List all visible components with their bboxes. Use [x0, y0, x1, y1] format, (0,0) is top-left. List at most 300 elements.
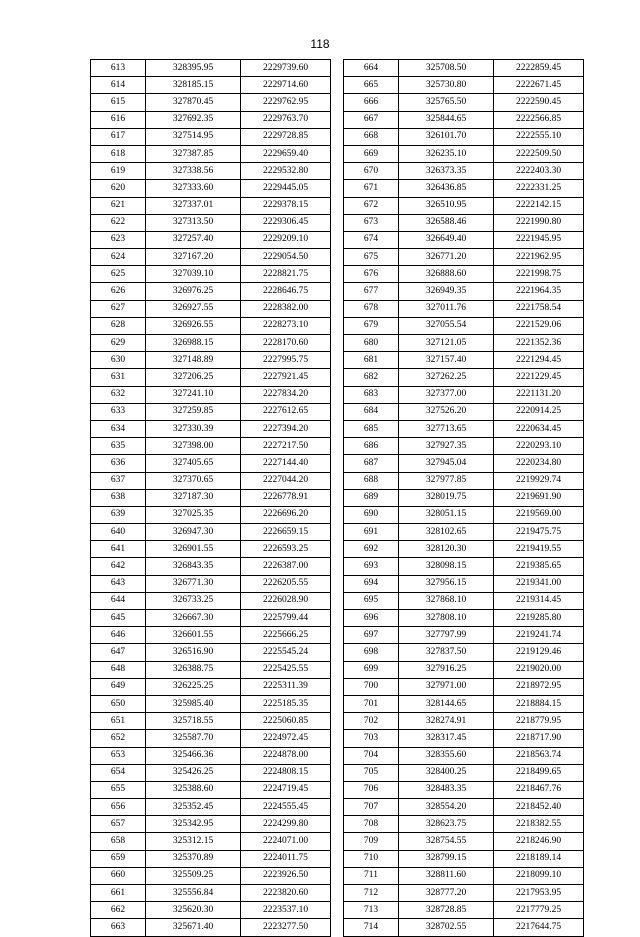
y-coordinate-cell: 2228170.60 — [241, 335, 331, 352]
x-coordinate-cell: 326101.70 — [399, 128, 494, 145]
table-row — [91, 300, 331, 317]
point-number-cell: 660 — [91, 867, 146, 884]
table-row — [91, 747, 331, 764]
point-number-cell: 679 — [344, 317, 399, 334]
y-coordinate-cell: 2222566.85 — [494, 111, 584, 128]
x-coordinate-cell: 326388.75 — [146, 661, 241, 678]
y-coordinate-cell: 2229763.70 — [241, 111, 331, 128]
y-coordinate-cell: 2219385.65 — [494, 558, 584, 575]
point-number-cell: 684 — [344, 403, 399, 420]
x-coordinate-cell: 327055.54 — [399, 317, 494, 334]
y-coordinate-cell: 2219419.55 — [494, 541, 584, 558]
x-coordinate-cell: 327977.85 — [399, 472, 494, 489]
point-number-cell: 650 — [91, 695, 146, 712]
point-number-cell: 618 — [91, 145, 146, 162]
table-row — [91, 592, 331, 609]
left-coordinate-table — [90, 59, 331, 937]
table-row — [91, 919, 331, 936]
x-coordinate-cell: 327148.89 — [146, 352, 241, 369]
y-coordinate-cell: 2226028.90 — [241, 592, 331, 609]
point-number-cell: 669 — [344, 145, 399, 162]
x-coordinate-cell: 327514.95 — [146, 128, 241, 145]
x-coordinate-cell: 328623.75 — [399, 816, 494, 833]
x-coordinate-cell: 328554.20 — [399, 799, 494, 816]
point-number-cell: 709 — [344, 833, 399, 850]
table-row — [91, 730, 331, 747]
y-coordinate-cell: 2225799.44 — [241, 610, 331, 627]
y-coordinate-cell: 2219691.90 — [494, 489, 584, 506]
table-row — [91, 764, 331, 781]
y-coordinate-cell: 2220293.10 — [494, 438, 584, 455]
y-coordinate-cell: 2218467.76 — [494, 781, 584, 798]
point-number-cell: 659 — [91, 850, 146, 867]
table-row — [91, 644, 331, 661]
x-coordinate-cell: 325985.40 — [146, 695, 241, 712]
point-number-cell: 708 — [344, 816, 399, 833]
y-coordinate-cell: 2221998.75 — [494, 266, 584, 283]
y-coordinate-cell: 2226778.91 — [241, 489, 331, 506]
x-coordinate-cell: 325587.70 — [146, 730, 241, 747]
x-coordinate-cell: 326926.55 — [146, 317, 241, 334]
point-number-cell: 704 — [344, 747, 399, 764]
point-number-cell: 651 — [91, 713, 146, 730]
point-number-cell: 703 — [344, 730, 399, 747]
point-number-cell: 635 — [91, 438, 146, 455]
x-coordinate-cell: 327837.50 — [399, 644, 494, 661]
point-number-cell: 644 — [91, 592, 146, 609]
point-number-cell: 639 — [91, 506, 146, 523]
x-coordinate-cell: 327808.10 — [399, 610, 494, 627]
y-coordinate-cell: 2224011.75 — [241, 850, 331, 867]
table-row — [91, 816, 331, 833]
table-row — [91, 145, 331, 162]
y-coordinate-cell: 2218246.90 — [494, 833, 584, 850]
point-number-cell: 701 — [344, 695, 399, 712]
x-coordinate-cell: 327956.15 — [399, 575, 494, 592]
y-coordinate-cell: 2227394.20 — [241, 420, 331, 437]
x-coordinate-cell: 328728.85 — [399, 902, 494, 919]
y-coordinate-cell: 2225425.55 — [241, 661, 331, 678]
point-number-cell: 667 — [344, 111, 399, 128]
y-coordinate-cell: 2224878.00 — [241, 747, 331, 764]
y-coordinate-cell: 2227144.40 — [241, 455, 331, 472]
table-row — [344, 695, 584, 712]
point-number-cell: 698 — [344, 644, 399, 661]
point-number-cell: 627 — [91, 300, 146, 317]
y-coordinate-cell: 2226205.55 — [241, 575, 331, 592]
point-number-cell: 622 — [91, 214, 146, 231]
table-row — [91, 335, 331, 352]
point-number-cell: 613 — [91, 60, 146, 77]
point-number-cell: 638 — [91, 489, 146, 506]
table-row — [344, 231, 584, 248]
x-coordinate-cell: 326667.30 — [146, 610, 241, 627]
x-coordinate-cell: 326516.90 — [146, 644, 241, 661]
table-row — [91, 695, 331, 712]
table-row — [91, 317, 331, 334]
x-coordinate-cell: 327338.56 — [146, 163, 241, 180]
table-row — [91, 627, 331, 644]
x-coordinate-cell: 327313.50 — [146, 214, 241, 231]
y-coordinate-cell: 2229445.05 — [241, 180, 331, 197]
point-number-cell: 707 — [344, 799, 399, 816]
x-coordinate-cell: 327971.00 — [399, 678, 494, 695]
point-number-cell: 691 — [344, 524, 399, 541]
table-row — [344, 489, 584, 506]
point-number-cell: 655 — [91, 781, 146, 798]
y-coordinate-cell: 2228382.00 — [241, 300, 331, 317]
point-number-cell: 629 — [91, 335, 146, 352]
y-coordinate-cell: 2226593.25 — [241, 541, 331, 558]
table-row — [91, 266, 331, 283]
x-coordinate-cell: 328019.75 — [399, 489, 494, 506]
table-row — [344, 214, 584, 231]
point-number-cell: 694 — [344, 575, 399, 592]
table-row — [344, 644, 584, 661]
y-coordinate-cell: 2222509.50 — [494, 145, 584, 162]
x-coordinate-cell: 327405.65 — [146, 455, 241, 472]
x-coordinate-cell: 328483.35 — [399, 781, 494, 798]
y-coordinate-cell: 2225311.39 — [241, 678, 331, 695]
y-coordinate-cell: 2219285.80 — [494, 610, 584, 627]
table-row — [91, 713, 331, 730]
x-coordinate-cell: 327370.65 — [146, 472, 241, 489]
table-row — [91, 678, 331, 695]
x-coordinate-cell: 326947.30 — [146, 524, 241, 541]
y-coordinate-cell: 2218499.65 — [494, 764, 584, 781]
point-number-cell: 697 — [344, 627, 399, 644]
table-row — [344, 472, 584, 489]
table-row — [344, 180, 584, 197]
y-coordinate-cell: 2220634.45 — [494, 420, 584, 437]
table-row — [91, 438, 331, 455]
x-coordinate-cell: 328274.91 — [399, 713, 494, 730]
x-coordinate-cell: 325370.89 — [146, 850, 241, 867]
x-coordinate-cell: 328144.65 — [399, 695, 494, 712]
y-coordinate-cell: 2229728.85 — [241, 128, 331, 145]
y-coordinate-cell: 2229306.45 — [241, 214, 331, 231]
y-coordinate-cell: 2219475.75 — [494, 524, 584, 541]
table-row — [91, 369, 331, 386]
table-row — [91, 558, 331, 575]
table-row — [91, 403, 331, 420]
left-table-body — [91, 60, 331, 937]
y-coordinate-cell: 2218717.90 — [494, 730, 584, 747]
point-number-cell: 652 — [91, 730, 146, 747]
x-coordinate-cell: 325342.95 — [146, 816, 241, 833]
table-row — [344, 833, 584, 850]
point-number-cell: 649 — [91, 678, 146, 695]
point-number-cell: 686 — [344, 438, 399, 455]
x-coordinate-cell: 326733.25 — [146, 592, 241, 609]
table-row — [91, 833, 331, 850]
x-coordinate-cell: 327206.25 — [146, 369, 241, 386]
table-row — [91, 283, 331, 300]
table-row — [344, 283, 584, 300]
point-number-cell: 683 — [344, 386, 399, 403]
table-row — [344, 128, 584, 145]
table-row — [344, 816, 584, 833]
point-number-cell: 647 — [91, 644, 146, 661]
table-row — [344, 249, 584, 266]
x-coordinate-cell: 326235.10 — [399, 145, 494, 162]
x-coordinate-cell: 325426.25 — [146, 764, 241, 781]
y-coordinate-cell: 2228821.75 — [241, 266, 331, 283]
point-number-cell: 664 — [344, 60, 399, 77]
table-row — [91, 472, 331, 489]
table-row — [344, 902, 584, 919]
x-coordinate-cell: 326988.15 — [146, 335, 241, 352]
table-row — [91, 180, 331, 197]
x-coordinate-cell: 326373.35 — [399, 163, 494, 180]
table-row — [91, 850, 331, 867]
table-row — [91, 902, 331, 919]
point-number-cell: 633 — [91, 403, 146, 420]
point-number-cell: 654 — [91, 764, 146, 781]
table-row — [91, 420, 331, 437]
y-coordinate-cell: 2225666.25 — [241, 627, 331, 644]
y-coordinate-cell: 2218452.40 — [494, 799, 584, 816]
table-row — [344, 661, 584, 678]
point-number-cell: 634 — [91, 420, 146, 437]
point-number-cell: 690 — [344, 506, 399, 523]
point-number-cell: 661 — [91, 885, 146, 902]
table-row — [344, 60, 584, 77]
x-coordinate-cell: 326510.95 — [399, 197, 494, 214]
y-coordinate-cell: 2222555.10 — [494, 128, 584, 145]
x-coordinate-cell: 327870.45 — [146, 94, 241, 111]
table-row — [344, 850, 584, 867]
right-coordinate-table — [343, 59, 584, 937]
y-coordinate-cell: 2226696.20 — [241, 506, 331, 523]
x-coordinate-cell: 327333.60 — [146, 180, 241, 197]
table-row — [91, 128, 331, 145]
y-coordinate-cell: 2224719.45 — [241, 781, 331, 798]
x-coordinate-cell: 325509.25 — [146, 867, 241, 884]
x-coordinate-cell: 327025.35 — [146, 506, 241, 523]
table-row — [91, 489, 331, 506]
x-coordinate-cell: 325708.50 — [399, 60, 494, 77]
x-coordinate-cell: 327187.30 — [146, 489, 241, 506]
x-coordinate-cell: 328777.20 — [399, 885, 494, 902]
y-coordinate-cell: 2221964.35 — [494, 283, 584, 300]
x-coordinate-cell: 326225.25 — [146, 678, 241, 695]
y-coordinate-cell: 2223820.60 — [241, 885, 331, 902]
x-coordinate-cell: 327121.05 — [399, 335, 494, 352]
y-coordinate-cell: 2218779.95 — [494, 713, 584, 730]
table-row — [344, 885, 584, 902]
y-coordinate-cell: 2217953.95 — [494, 885, 584, 902]
table-row — [344, 592, 584, 609]
x-coordinate-cell: 327868.10 — [399, 592, 494, 609]
point-number-cell: 668 — [344, 128, 399, 145]
table-row — [91, 94, 331, 111]
x-coordinate-cell: 327526.20 — [399, 403, 494, 420]
table-row — [91, 885, 331, 902]
table-row — [91, 455, 331, 472]
x-coordinate-cell: 328811.60 — [399, 867, 494, 884]
table-row — [91, 352, 331, 369]
x-coordinate-cell: 325466.36 — [146, 747, 241, 764]
table-row — [344, 610, 584, 627]
point-number-cell: 713 — [344, 902, 399, 919]
table-row — [344, 799, 584, 816]
y-coordinate-cell: 2221352.36 — [494, 335, 584, 352]
point-number-cell: 642 — [91, 558, 146, 575]
point-number-cell: 674 — [344, 231, 399, 248]
table-row — [91, 610, 331, 627]
point-number-cell: 665 — [344, 77, 399, 94]
y-coordinate-cell: 2224071.00 — [241, 833, 331, 850]
y-coordinate-cell: 2221131.20 — [494, 386, 584, 403]
x-coordinate-cell: 326771.30 — [146, 575, 241, 592]
point-number-cell: 662 — [91, 902, 146, 919]
table-row — [344, 575, 584, 592]
y-coordinate-cell: 2224555.45 — [241, 799, 331, 816]
table-row — [344, 145, 584, 162]
x-coordinate-cell: 328799.15 — [399, 850, 494, 867]
table-row — [344, 369, 584, 386]
y-coordinate-cell: 2229054.50 — [241, 249, 331, 266]
x-coordinate-cell: 327387.85 — [146, 145, 241, 162]
y-coordinate-cell: 2227995.75 — [241, 352, 331, 369]
y-coordinate-cell: 2219241.74 — [494, 627, 584, 644]
x-coordinate-cell: 325352.45 — [146, 799, 241, 816]
point-number-cell: 632 — [91, 386, 146, 403]
x-coordinate-cell: 327241.10 — [146, 386, 241, 403]
table-row — [344, 77, 584, 94]
x-coordinate-cell: 328098.15 — [399, 558, 494, 575]
x-coordinate-cell: 327945.04 — [399, 455, 494, 472]
point-number-cell: 696 — [344, 610, 399, 627]
table-row — [91, 524, 331, 541]
x-coordinate-cell: 326927.55 — [146, 300, 241, 317]
point-number-cell: 695 — [344, 592, 399, 609]
x-coordinate-cell: 327259.85 — [146, 403, 241, 420]
x-coordinate-cell: 327167.20 — [146, 249, 241, 266]
x-coordinate-cell: 326901.55 — [146, 541, 241, 558]
table-row — [344, 197, 584, 214]
table-row — [344, 541, 584, 558]
y-coordinate-cell: 2221945.95 — [494, 231, 584, 248]
y-coordinate-cell: 2218972.95 — [494, 678, 584, 695]
y-coordinate-cell: 2219929.74 — [494, 472, 584, 489]
y-coordinate-cell: 2219341.00 — [494, 575, 584, 592]
y-coordinate-cell: 2222859.45 — [494, 60, 584, 77]
point-number-cell: 700 — [344, 678, 399, 695]
y-coordinate-cell: 2218382.55 — [494, 816, 584, 833]
y-coordinate-cell: 2222590.45 — [494, 94, 584, 111]
x-coordinate-cell: 328317.45 — [399, 730, 494, 747]
y-coordinate-cell: 2222671.45 — [494, 77, 584, 94]
table-row — [91, 231, 331, 248]
x-coordinate-cell: 328355.60 — [399, 747, 494, 764]
y-coordinate-cell: 2219129.46 — [494, 644, 584, 661]
x-coordinate-cell: 326949.35 — [399, 283, 494, 300]
y-coordinate-cell: 2229209.10 — [241, 231, 331, 248]
x-coordinate-cell: 325388.60 — [146, 781, 241, 798]
x-coordinate-cell: 328702.55 — [399, 919, 494, 936]
point-number-cell: 714 — [344, 919, 399, 936]
table-row — [91, 661, 331, 678]
point-number-cell: 619 — [91, 163, 146, 180]
y-coordinate-cell: 2224299.80 — [241, 816, 331, 833]
table-row — [344, 713, 584, 730]
x-coordinate-cell: 326771.20 — [399, 249, 494, 266]
table-row — [344, 420, 584, 437]
point-number-cell: 631 — [91, 369, 146, 386]
x-coordinate-cell: 327011.76 — [399, 300, 494, 317]
point-number-cell: 712 — [344, 885, 399, 902]
table-row — [344, 94, 584, 111]
table-row — [344, 111, 584, 128]
y-coordinate-cell: 2218563.74 — [494, 747, 584, 764]
x-coordinate-cell: 327330.39 — [146, 420, 241, 437]
y-coordinate-cell: 2223537.10 — [241, 902, 331, 919]
point-number-cell: 648 — [91, 661, 146, 678]
point-number-cell: 636 — [91, 455, 146, 472]
point-number-cell: 711 — [344, 867, 399, 884]
point-number-cell: 676 — [344, 266, 399, 283]
point-number-cell: 641 — [91, 541, 146, 558]
point-number-cell: 624 — [91, 249, 146, 266]
table-row — [91, 541, 331, 558]
point-number-cell: 628 — [91, 317, 146, 334]
x-coordinate-cell: 327398.00 — [146, 438, 241, 455]
point-number-cell: 658 — [91, 833, 146, 850]
table-row — [344, 266, 584, 283]
point-number-cell: 687 — [344, 455, 399, 472]
y-coordinate-cell: 2229762.95 — [241, 94, 331, 111]
x-coordinate-cell: 327927.35 — [399, 438, 494, 455]
point-number-cell: 670 — [344, 163, 399, 180]
x-coordinate-cell: 328051.15 — [399, 506, 494, 523]
table-row — [344, 335, 584, 352]
x-coordinate-cell: 326843.35 — [146, 558, 241, 575]
table-row — [91, 60, 331, 77]
table-row — [91, 111, 331, 128]
point-number-cell: 640 — [91, 524, 146, 541]
point-number-cell: 710 — [344, 850, 399, 867]
x-coordinate-cell: 326588.46 — [399, 214, 494, 231]
x-coordinate-cell: 327257.40 — [146, 231, 241, 248]
x-coordinate-cell: 327377.00 — [399, 386, 494, 403]
x-coordinate-cell: 328400.25 — [399, 764, 494, 781]
table-row — [344, 163, 584, 180]
y-coordinate-cell: 2227612.65 — [241, 403, 331, 420]
point-number-cell: 657 — [91, 816, 146, 833]
x-coordinate-cell: 325844.65 — [399, 111, 494, 128]
x-coordinate-cell: 326601.55 — [146, 627, 241, 644]
y-coordinate-cell: 2218099.10 — [494, 867, 584, 884]
point-number-cell: 646 — [91, 627, 146, 644]
y-coordinate-cell: 2218884.15 — [494, 695, 584, 712]
x-coordinate-cell: 325556.84 — [146, 885, 241, 902]
point-number-cell: 671 — [344, 180, 399, 197]
point-number-cell: 616 — [91, 111, 146, 128]
x-coordinate-cell: 328395.95 — [146, 60, 241, 77]
point-number-cell: 637 — [91, 472, 146, 489]
point-number-cell: 621 — [91, 197, 146, 214]
y-coordinate-cell: 2225545.24 — [241, 644, 331, 661]
y-coordinate-cell: 2228273.10 — [241, 317, 331, 334]
table-row — [344, 524, 584, 541]
y-coordinate-cell: 2221529.06 — [494, 317, 584, 334]
x-coordinate-cell: 328120.30 — [399, 541, 494, 558]
y-coordinate-cell: 2228646.75 — [241, 283, 331, 300]
y-coordinate-cell: 2220914.25 — [494, 403, 584, 420]
x-coordinate-cell: 325312.15 — [146, 833, 241, 850]
